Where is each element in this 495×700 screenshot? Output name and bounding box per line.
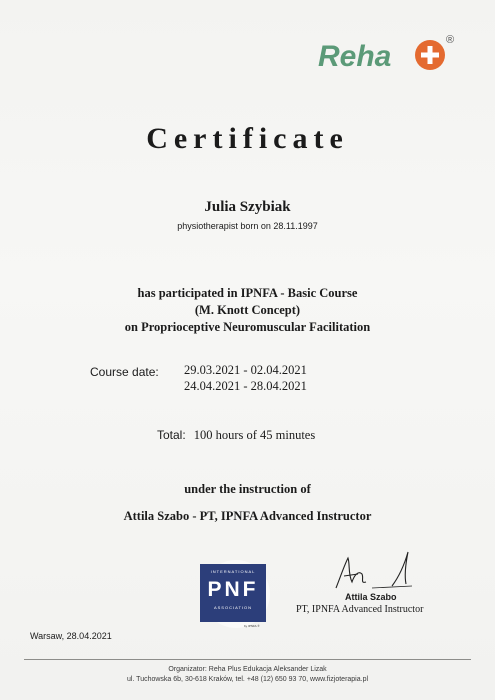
- certificate-title: Certificate: [146, 122, 349, 155]
- pnf-logo-main: PNF: [207, 578, 259, 601]
- signatory-name: Attila Szabo: [345, 592, 397, 602]
- pnf-logo-top: INTERNATIONAL: [210, 569, 256, 574]
- reha-plus-logo: [318, 34, 458, 76]
- course-date-2: 24.04.2021 - 28.04.2021: [184, 379, 307, 393]
- course-date-1: 29.03.2021 - 02.04.2021: [184, 363, 307, 377]
- course-date-label: Course date:: [90, 365, 159, 379]
- course-total: [157, 428, 315, 443]
- plus-circle-icon: [415, 40, 445, 70]
- pnf-logo-box: [200, 564, 266, 622]
- registered-mark: ®: [446, 34, 455, 46]
- course-line-3: on Proprioceptive Neuromuscular Facilitation: [124, 320, 371, 334]
- logo-text: Reha: [318, 40, 392, 73]
- pnf-association-logo: [196, 560, 284, 632]
- signatory-title: PT, IPNFA Advanced Instructor: [296, 604, 424, 615]
- course-line-2: (M. Knott Concept): [194, 303, 301, 317]
- course-line-1: has participated in IPNFA - Basic Course: [137, 286, 358, 300]
- footer-divider: [24, 659, 471, 660]
- footer-organizer: Organizator: Reha Plus Edukacja Aleksander Lizak: [168, 666, 327, 673]
- instruction-line: under the instruction of: [184, 482, 311, 496]
- pnf-logo-sub: by IPNFA ®: [244, 624, 260, 628]
- total-label: Total:: [157, 428, 186, 442]
- place-and-date: Warsaw, 28.04.2021: [30, 631, 112, 641]
- instructor-line: Attila Szabo - PT, IPNFA Advanced Instructor: [123, 509, 372, 523]
- pnf-logo-bottom: ASSOCIATION: [213, 605, 253, 610]
- recipient-note: physiotherapist born on 28.11.1997: [177, 221, 318, 231]
- course-description: [0, 285, 495, 336]
- recipient-name: Julia Szybiak: [204, 199, 291, 215]
- handwritten-signature: [322, 548, 422, 594]
- total-value: 100 hours of 45 minutes: [193, 428, 316, 442]
- footer-address: ul. Tuchowska 6b, 30-618 Kraków, tel. +48 (12) 650 93 70, www.fizjoterapia.pl: [126, 676, 369, 683]
